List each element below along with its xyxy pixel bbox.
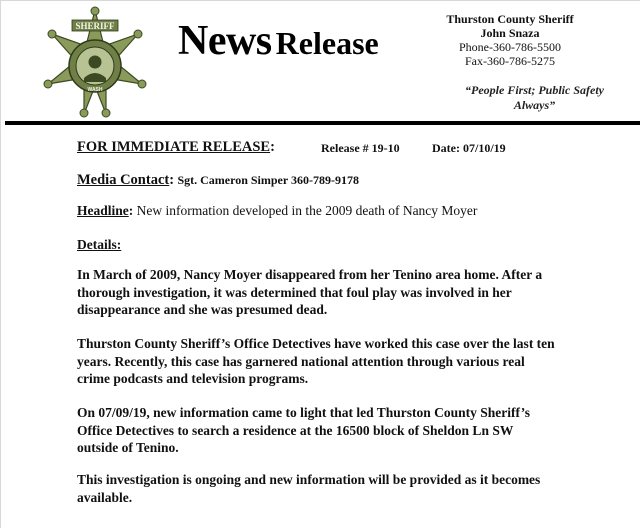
sheriff-name: John Snaza <box>480 26 540 40</box>
media-contact-value: Sgt. Cameron Simper 360-789-9178 <box>177 173 359 187</box>
header-divider <box>5 121 640 125</box>
office-fax: Fax-360-786-5275 <box>465 54 555 68</box>
seal-bottom-text: WASH <box>87 87 103 93</box>
headline-row <box>77 203 477 219</box>
details-paragraph-1: In March of 2009, Nancy Moyer disappeared from her Tenino area home. After a thorough investigation, it was determined that foul play was involved in her disappearance and she was presumed dead. <box>77 267 543 317</box>
details-paragraph-2: Thurston County Sheriff’s Office Detectives have worked this case over the last ten years. Recently, this case has garnered national attention through various real crime podcasts and television programs. <box>77 336 555 386</box>
headline-text: New information developed in the 2009 death of Nancy Moyer <box>136 203 478 218</box>
media-contact-row <box>77 172 359 189</box>
headline-colon: : <box>128 203 134 218</box>
release-date: Date: 07/10/19 <box>432 141 506 155</box>
immediate-release-label: FOR IMMEDIATE RELEASE <box>77 139 271 155</box>
media-contact-colon: : <box>169 172 175 188</box>
seal-top-text: SHERIFF <box>75 21 115 31</box>
headline-label: Headline <box>77 203 129 218</box>
office-name: Thurston County Sheriff <box>446 12 574 26</box>
details-paragraph-3: On 07/09/19, new information came to light that led Thurston County Sheriff’s Office Detectives to search a residence at the 16500 block of Sheldon Ln SW outside of Tenino. <box>77 405 531 455</box>
sheriff-star-seal-icon <box>38 6 152 120</box>
page-title <box>178 20 379 62</box>
office-phone: Phone-360-786-5500 <box>459 40 561 54</box>
release-info-row <box>77 139 506 156</box>
title-word-release: Release <box>275 25 379 61</box>
details-label: Details: <box>77 237 122 252</box>
title-word-news: News <box>178 18 272 64</box>
release-number: Release # 19-10 <box>321 141 400 155</box>
details-paragraph-4: This investigation is ongoing and new information will be provided as it becomes available. <box>77 472 541 505</box>
immediate-release-colon: : <box>270 139 275 155</box>
media-contact-label: Media Contact <box>77 172 170 188</box>
contact-block <box>430 12 590 68</box>
office-motto: “People First; Public Safety Always” <box>465 83 604 112</box>
